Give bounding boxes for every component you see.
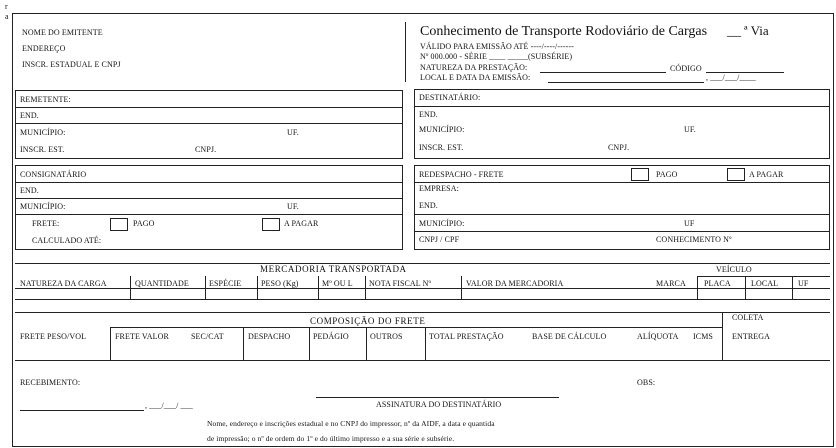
sender-row-line	[15, 107, 403, 108]
redispatch-company-label: EMPRESA:	[419, 184, 459, 193]
emitter-address-label: ENDEREÇO	[22, 44, 66, 53]
composition-bottom-line	[15, 360, 830, 361]
recipient-city-label: MUNICÍPIO:	[419, 125, 465, 134]
place-date-field-line[interactable]	[548, 82, 704, 83]
goods-col-divider	[257, 276, 258, 300]
redispatch-city-label: MUNICÍPIO:	[419, 219, 465, 228]
margin-char: r	[5, 2, 8, 11]
comp-col-dispatch: DESPACHO	[248, 332, 291, 341]
emission-date-blanks: , ___/___/____	[706, 73, 756, 82]
consignee-city-label: MUNICÍPIO:	[20, 202, 66, 211]
vehicle-col-divider	[745, 276, 746, 300]
receipt-label: RECEBIMENTO:	[20, 378, 81, 387]
goods-col-species: ESPÉCIE	[209, 279, 242, 288]
nature-field-line[interactable]	[540, 72, 666, 73]
redispatch-paid-checkbox[interactable]	[631, 168, 649, 181]
emitter-name-label: NOME DO EMITENTE	[22, 28, 103, 37]
redispatch-to-pay-checkbox[interactable]	[727, 168, 745, 181]
nature-label: NATUREZA DA PRESTAÇÃO:	[420, 63, 528, 72]
comp-col-divider	[309, 327, 310, 360]
consignee-row-line	[15, 198, 403, 199]
goods-col-divider	[365, 276, 366, 300]
recipient-state-label: UF.	[684, 125, 696, 134]
comp-col-divider	[722, 312, 723, 360]
comp-col-divider	[425, 327, 426, 360]
comp-col-delivery: ENTREGA	[732, 332, 771, 341]
comp-col-value-freight: FRETE VALOR	[115, 332, 169, 341]
redispatch-knowledge-label: CONHECIMENTO Nº	[656, 235, 732, 244]
goods-col-invoice: NOTA FISCAL Nº	[369, 279, 432, 288]
vehicle-col-divider	[792, 276, 793, 300]
signature-line[interactable]	[316, 397, 559, 398]
recipient-cnpj-label: CNPJ.	[608, 143, 630, 152]
consignee-row-line	[15, 214, 403, 215]
sender-state-label: UF.	[287, 128, 299, 137]
receipt-place-line[interactable]	[20, 410, 144, 411]
recipient-row-line	[414, 106, 830, 107]
redispatch-paid-label: PAGO	[656, 170, 678, 179]
freight-to-pay-label: A PAGAR	[284, 219, 319, 228]
redispatch-title: REDESPACHO - FRETE	[419, 170, 504, 179]
valid-until-label: VÁLIDO PARA EMISSÃO ATÉ ----/----/------	[420, 42, 574, 51]
recipient-title: DESTINATÁRIO:	[419, 93, 481, 102]
comp-col-total: TOTAL PRESTAÇÃO	[429, 332, 504, 341]
comp-col-others: OUTROS	[370, 332, 403, 341]
printer-note-line-2: de impressão; o nº de ordem do 1º e do último impresso e a sua série e subsérie.	[207, 434, 455, 443]
goods-col-weight: PESO (Kg)	[261, 279, 299, 288]
calculated-until-label: CALCULADO ATÉ:	[32, 236, 102, 245]
via-blank: __	[727, 24, 741, 39]
consignee-state-label: UF.	[287, 202, 299, 211]
redispatch-row-line	[414, 214, 830, 215]
freight-paid-checkbox[interactable]	[110, 218, 128, 231]
receipt-date-blanks: , ___/___/ ___	[145, 401, 193, 410]
emitter-registration-label: INSCR. ESTADUAL E CNPJ	[22, 60, 121, 69]
redispatch-state-label: UF	[684, 219, 695, 228]
sender-registration-label: INSCR. EST.	[20, 145, 65, 154]
consignee-row-line	[15, 182, 403, 183]
goods-col-nature: NATUREZA DA CARGA	[20, 279, 107, 288]
redispatch-address-label: END.	[419, 201, 438, 210]
number-series-label: Nº 000.000 - SÉRIE ____ _____(SUBSÉRIE)	[420, 52, 573, 61]
goods-col-divider	[205, 276, 206, 300]
comp-col-rate: ALÍQUOTA	[637, 332, 679, 341]
composition-top-line	[15, 312, 830, 313]
goods-top-line	[15, 263, 830, 264]
comp-col-weight-freight: FRETE PESO/VOL	[20, 332, 87, 341]
collect-label: COLETA	[732, 313, 764, 322]
comp-col-divider	[110, 327, 111, 360]
sender-address-label: END.	[20, 111, 39, 120]
document-title: Conhecimento de Transporte Rodoviário de Cargas	[420, 24, 708, 39]
composition-title: COMPOSIÇÃO DO FRETE	[310, 316, 426, 326]
vehicle-subline	[697, 276, 830, 277]
vehicle-col-state: UF	[798, 279, 809, 288]
printer-note-line-1: Nome, endereço e inscrições estadual e no CNPJ do impressor, nº da AIDF, a data e quantida	[207, 419, 495, 428]
margin-char: a	[5, 12, 9, 21]
comp-col-sec-cat: SEC/CAT	[191, 332, 224, 341]
recipient-registration-label: INSCR. EST.	[419, 143, 464, 152]
redispatch-cnpj-label: CNPJ / CPF	[419, 235, 460, 244]
consignee-freight-label: FRETE:	[32, 219, 60, 228]
vehicle-title: VEÍCULO	[716, 265, 752, 274]
goods-col-volume: Mº OU L	[322, 279, 353, 288]
redispatch-row-line	[414, 231, 830, 232]
goods-col-divider	[130, 276, 131, 300]
redispatch-to-pay-label: A PAGAR	[749, 170, 784, 179]
goods-col-brand: MARCA	[656, 279, 686, 288]
goods-col-quantity: QUANTIDADE	[135, 279, 189, 288]
goods-title: MERCADORIA TRANSPORTADA	[260, 264, 407, 274]
comp-col-icms: ICMS	[693, 332, 713, 341]
consignee-address-label: END.	[20, 186, 39, 195]
goods-col-divider	[461, 276, 462, 300]
redispatch-row-line	[414, 182, 830, 183]
goods-bottom-line	[15, 299, 830, 300]
composition-subline	[110, 327, 722, 328]
code-label: CÓDIGO	[670, 64, 702, 73]
vehicle-col-divider	[697, 276, 698, 300]
sender-cnpj-label: CNPJ.	[195, 145, 217, 154]
comp-col-toll: PEDÁGIO	[313, 332, 349, 341]
sender-title: REMETENTE:	[20, 95, 71, 104]
obs-label: OBS:	[637, 378, 656, 387]
freight-paid-label: PAGO	[133, 219, 155, 228]
place-date-label: LOCAL E DATA DA EMISSÃO:	[420, 73, 531, 82]
vehicle-col-place: LOCAL	[751, 279, 779, 288]
goods-col-divider	[318, 276, 319, 300]
vehicle-col-plate: PLACA	[704, 279, 731, 288]
signature-label: ASSINATURA DO DESTINATÁRIO	[376, 400, 502, 409]
via-label: ª Via	[744, 23, 769, 38]
recipient-address-label: END.	[419, 110, 438, 119]
sender-row-line	[15, 123, 403, 124]
comp-col-base: BASE DE CÁLCULO	[532, 332, 607, 341]
goods-col-value: VALOR DA MERCADORIA	[466, 279, 564, 288]
comp-col-divider	[243, 327, 244, 360]
sender-city-label: MUNICÍPIO:	[20, 128, 66, 137]
freight-to-pay-checkbox[interactable]	[262, 218, 280, 231]
consignee-title: CONSIGNATÁRIO	[20, 170, 87, 179]
goods-header-line	[15, 288, 830, 289]
comp-col-divider	[366, 327, 367, 360]
header-divider	[405, 22, 406, 82]
